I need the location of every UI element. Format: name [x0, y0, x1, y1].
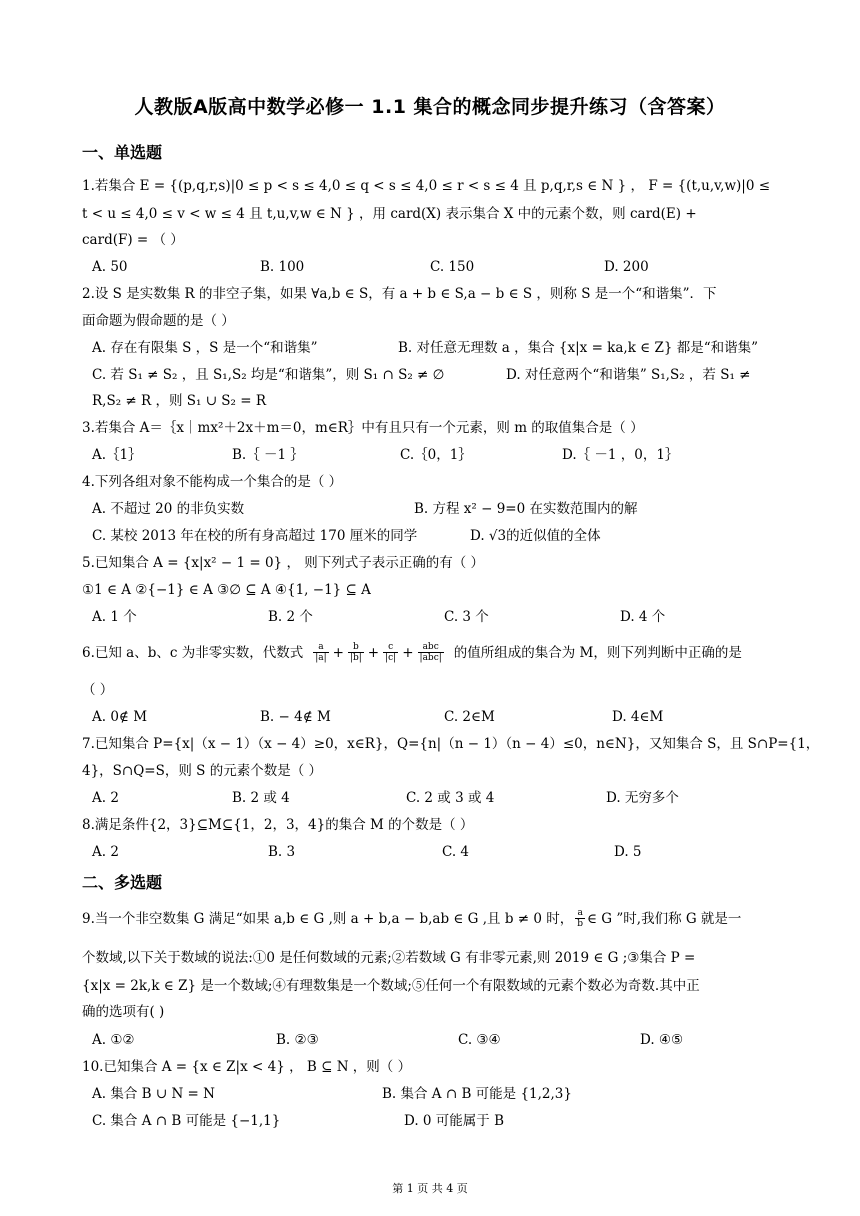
q8-option-c: C. 4 [442, 844, 470, 860]
q1-line-3: card(F) = （ ） [82, 232, 184, 248]
q6-line-1 [82, 642, 782, 663]
q7-option-d: D. 无穷多个 [606, 790, 679, 806]
q3-option-c: C.｛0，1｝ [400, 447, 472, 463]
page-title: 人教版A版高中数学必修一 1.1 集合的概念同步提升练习（含答案） [134, 96, 726, 118]
q6-fraction-b-num: b [353, 642, 359, 652]
q7-option-b: B. 2 或 4 [232, 790, 290, 806]
q9-line-3: {x|x = 2k,k ∈ Z} 是一个数域;④有理数集是一个数域;⑤任何一个有限数域的元素个数必为奇数.其中正 [82, 978, 700, 994]
q3-option-b: B.｛ －1 ｝ [232, 447, 304, 463]
q5-option-a: A. 1 个 [92, 609, 137, 625]
q2-option-d-cont: R,S₂ ≠ R ，则 S₁ ∪ S₂ = R [92, 393, 267, 409]
section-multiple-choice: 二、多选题 [82, 873, 163, 892]
q6-fraction-abc-den: |abc| [419, 653, 442, 663]
q2-option-c: C. 若 S₁ ≠ S₂ ，且 S₁,S₂ 均是“和谐集”，则 S₁ ∩ S₂ ≠ ∅ [92, 367, 445, 383]
q9-option-b: B. ②③ [276, 1032, 319, 1048]
q3-option-a: A.｛1｝ [92, 447, 142, 463]
q10-line-1: 10.已知集合 A = {x ∈ Z|x < 4} ， B ⊆ N ，则（ ） [82, 1059, 412, 1075]
q7-line-1: 7.已知集合 P={x|（x − 1）（x − 4）≥0，x∈R}，Q={n|（n − 1）（n − 4）≤0，n∈N}，又知集合 S，且 S∩P={1， [82, 736, 820, 752]
q9-line-1-text: 9.当一个非空数集 G 满足“如果 a,b ∈ G ,则 a + b,a − b,ab ∈ G ,且 b ≠ 0 时， [82, 910, 574, 927]
q6-plus-2: + [367, 644, 380, 661]
q6-fraction-c-den: |c| [385, 653, 397, 663]
q5-line-1: 5.已知集合 A = {x|x² − 1 = 0} ， 则下列式子表示正确的有（ ） [82, 555, 485, 571]
q7-option-c: C. 2 或 3 或 4 [406, 790, 495, 806]
q6-prefix: 6.已知 a、b、c 为非零实数，代数式 [82, 644, 304, 661]
q6-suffix: 的值所组成的集合为 M，则下列判断中正确的是 [453, 644, 742, 661]
q6-fraction-b [348, 642, 364, 663]
q6-fraction-a [313, 642, 328, 663]
q2-option-a: A. 存在有限集 S ，S 是一个“和谐集” [92, 340, 318, 356]
q6-fraction-b-den: |b| [349, 653, 362, 663]
q9-line-1 [82, 908, 782, 929]
page-footer: 第 1 页 共 4 页 [392, 1182, 468, 1195]
q9-option-c: C. ③④ [458, 1032, 501, 1048]
q9-option-d: D. ④⑤ [640, 1032, 684, 1048]
q6-plus-1: + [332, 644, 344, 661]
q7-line-2: 4}，S∩Q=S，则 S 的元素个数是（ ） [82, 763, 322, 779]
q9-line-2: 个数域,以下关于数域的说法:①0 是任何数域的元素;②若数域 G 有非零元素,则 2019 ∈ G ;③集合 P = [82, 950, 696, 966]
q5-option-b: B. 2 个 [268, 609, 313, 625]
q1-option-a: A. 50 [92, 259, 128, 275]
q8-option-a: A. 2 [92, 844, 119, 860]
q6-option-b: B. − 4∉ M [260, 709, 331, 725]
q1-option-d: D. 200 [604, 259, 649, 275]
q6-line-2: （ ） [82, 682, 114, 698]
q6-option-d: D. 4∈M [612, 709, 664, 725]
q6-plus-3: + [402, 644, 414, 661]
q8-option-d: D. 5 [614, 844, 642, 860]
q5-option-c: C. 3 个 [444, 609, 489, 625]
q2-option-b: B. 对任意无理数 a ，集合 {x|x = ka,k ∈ Z} 都是“和谐集” [398, 340, 759, 356]
q8-option-b: B. 3 [268, 844, 296, 860]
q5-line-2: ①1 ∈ A ②{−1} ∈ A ③∅ ⊆ A ④{1, −1} ⊆ A [82, 582, 371, 598]
q4-option-c: C. 某校 2013 年在校的所有身高超过 170 厘米的同学 [92, 528, 418, 544]
q1-line-2: t < u ≤ 4,0 ≤ v < w ≤ 4 且 t,u,v,w ∈ N } ，用 card(X) 表示集合 X 中的元素个数，则 card(E) + [82, 206, 697, 222]
q1-line-1: 1.若集合 E = {(p,q,r,s)|0 ≤ p < s ≤ 4,0 ≤ q < s ≤ 4,0 ≤ r < s ≤ 4 且 p,q,r,s ∈ N } ， F = {(t,u,v,w)|0 ≤ [82, 178, 771, 194]
q9-fraction-num: a [577, 908, 583, 918]
q10-option-d: D. 0 可能属于 B [404, 1113, 505, 1129]
q4-option-a: A. 不超过 20 的非负实数 [92, 501, 245, 517]
q5-option-d: D. 4 个 [620, 609, 666, 625]
q6-fraction-abc [418, 642, 444, 663]
q2-line-1: 2.设 S 是实数集 R 的非空子集，如果 ∀a,b ∈ S，有 a + b ∈ S,a − b ∈ S ，则称 S 是一个“和谐集”．下 [82, 286, 717, 302]
q6-fraction-abc-num: abc [422, 642, 439, 652]
q9-fraction [575, 908, 585, 929]
q2-line-2: 面命题为假命题的是（ ） [82, 313, 235, 329]
q6-fraction-a-den: |a| [315, 653, 327, 663]
q4-line-1: 4.下列各组对象不能构成一个集合的是（ ） [82, 474, 343, 490]
q10-option-a: A. 集合 B ∪ N = N [92, 1086, 215, 1102]
q9-line-1-end: ∈ G ”时,我们称 G 就是一 [587, 910, 742, 927]
q1-option-c: C. 150 [430, 259, 475, 275]
q10-option-b: B. 集合 A ∩ B 可能是 {1,2,3} [382, 1086, 572, 1102]
q6-option-a: A. 0∉ M [92, 709, 148, 725]
q3-option-d: D.｛ －1 ，0，1｝ [562, 447, 679, 463]
q3-line-1: 3.若集合 A＝｛x｜mx²＋2x＋m＝0，m∈R｝中有且只有一个元素，则 m 的取值集合是（ ） [82, 420, 644, 436]
section-single-choice: 一、单选题 [82, 143, 163, 162]
q1-option-b: B. 100 [260, 259, 305, 275]
q9-fraction-den: b [577, 919, 584, 929]
q9-line-4: 确的选项有( ) [82, 1004, 165, 1020]
q6-option-c: C. 2∈M [444, 709, 495, 725]
q6-fraction-a-num: a [318, 642, 324, 652]
q7-option-a: A. 2 [92, 790, 119, 806]
q8-line-1: 8.满足条件{2，3}⊆M⊆{1，2，3，4}的集合 M 的个数是（ ） [82, 817, 474, 833]
q9-option-a: A. ①② [92, 1032, 135, 1048]
q2-option-d: D. 对任意两个“和谐集” S₁,S₂ ，若 S₁ ≠ [506, 367, 751, 383]
q10-option-c: C. 集合 A ∩ B 可能是 {−1,1} [92, 1113, 281, 1129]
q6-fraction-c-num: c [388, 642, 394, 652]
q4-option-b: B. 方程 x² − 9=0 在实数范围内的解 [414, 501, 638, 517]
q6-fraction-c [383, 642, 398, 663]
q4-option-d: D. √3的近似值的全体 [470, 528, 601, 544]
